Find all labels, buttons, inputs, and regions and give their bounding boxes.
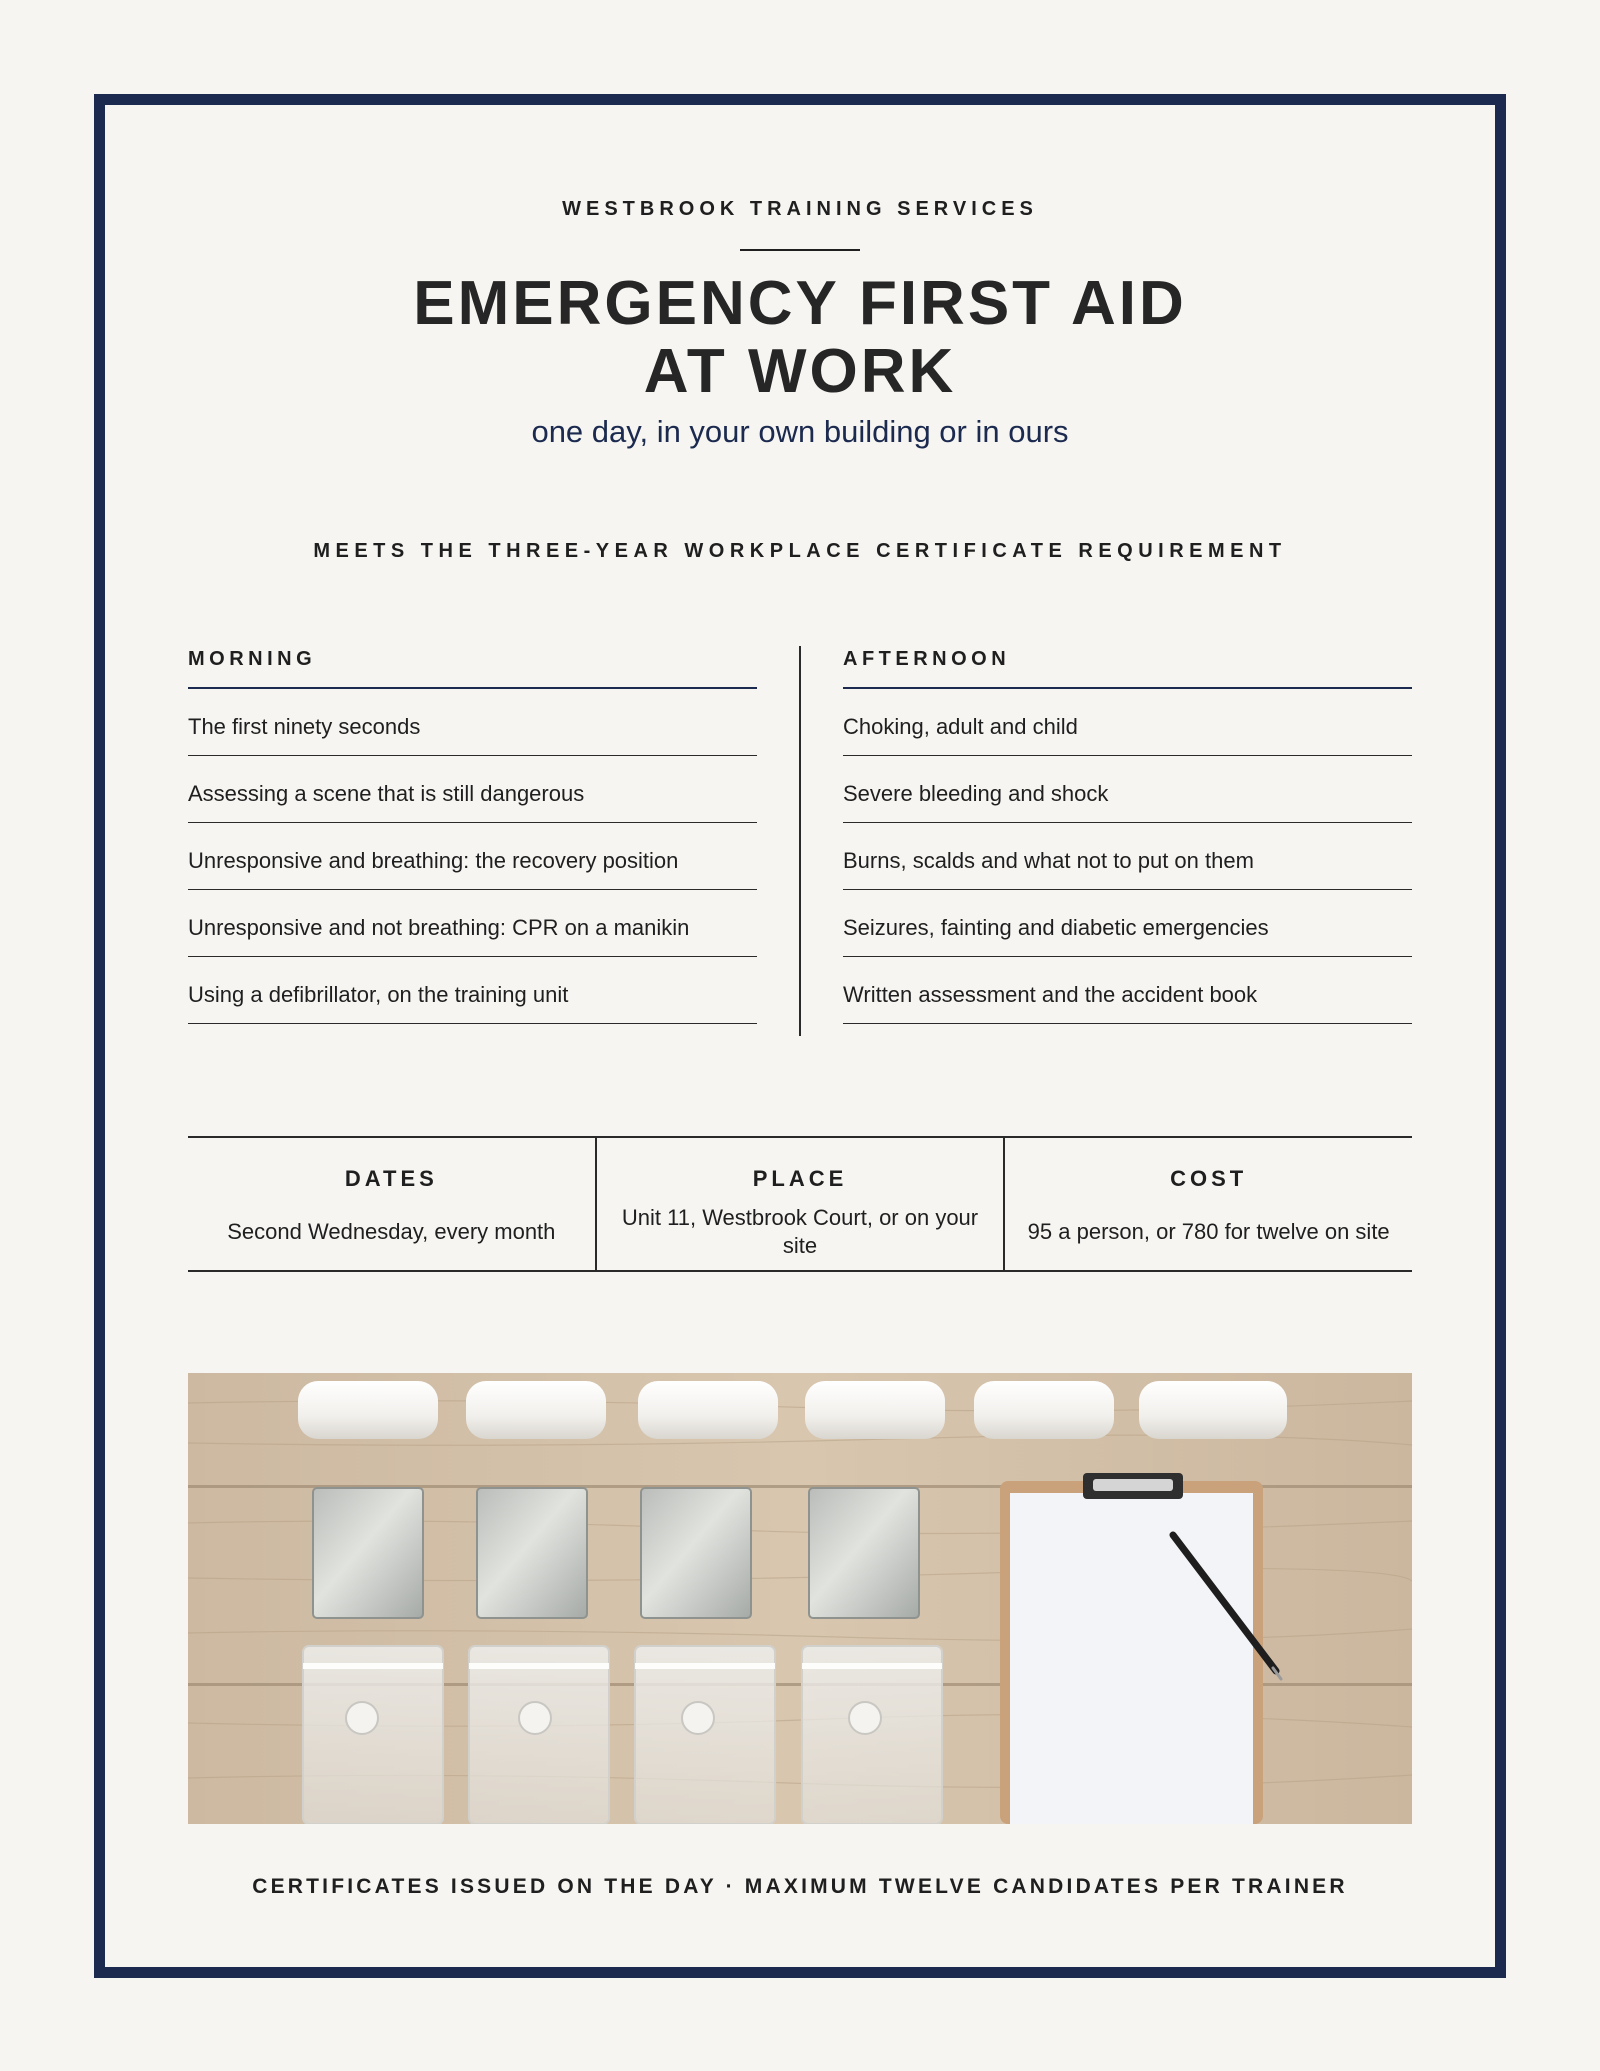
- place-value: Unit 11, Westbrook Court, or on your site: [621, 1205, 979, 1258]
- morning-heading: MORNING: [188, 645, 757, 689]
- place-cell: [595, 1138, 1004, 1270]
- afternoon-item: Choking, adult and child: [843, 689, 1412, 756]
- organisation-rule: [740, 249, 860, 251]
- title-line-2: AT WORK: [643, 337, 957, 406]
- afternoon-item: Severe bleeding and shock: [843, 756, 1412, 823]
- afternoon-column: [843, 645, 1412, 1024]
- morning-item: The first ninety seconds: [188, 689, 757, 756]
- afternoon-heading: AFTERNOON: [843, 645, 1412, 689]
- organisation-name: WESTBROOK TRAINING SERVICES: [562, 198, 1038, 220]
- poster-subtitle: one day, in your own building or in ours: [531, 414, 1069, 449]
- morning-item: Assessing a scene that is still dangerous: [188, 756, 757, 823]
- column-divider: [799, 646, 801, 1036]
- requirement-line: MEETS THE THREE-YEAR WORKPLACE CERTIFICATE REQUIREMENT: [313, 540, 1287, 562]
- cost-value: 95 a person, or 780 for twelve on site: [1027, 1219, 1390, 1244]
- place-label: PLACE: [752, 1166, 848, 1191]
- morning-item: Using a defibrillator, on the training unit: [188, 957, 757, 1024]
- afternoon-item: Burns, scalds and what not to put on them: [843, 823, 1412, 890]
- dates-value: Second Wednesday, every month: [227, 1219, 556, 1244]
- morning-item: Unresponsive and breathing: the recovery position: [188, 823, 757, 890]
- first-aid-supplies-photo: [188, 1373, 1412, 1824]
- info-strip: [188, 1136, 1412, 1272]
- afternoon-item: Written assessment and the accident book: [843, 957, 1412, 1024]
- clipboard: [1000, 1473, 1281, 1824]
- title-line-1: EMERGENCY FIRST AID: [413, 269, 1187, 338]
- poster-title: [0, 270, 1600, 406]
- morning-item: Unresponsive and not breathing: CPR on a manikin: [188, 890, 757, 957]
- afternoon-item: Seizures, fainting and diabetic emergencies: [843, 890, 1412, 957]
- morning-column: [188, 645, 757, 1024]
- dates-cell: [188, 1138, 595, 1270]
- cost-cell: [1003, 1138, 1412, 1270]
- dates-label: DATES: [344, 1166, 438, 1191]
- footer-note: CERTIFICATES ISSUED ON THE DAY · MAXIMUM TWELVE CANDIDATES PER TRAINER: [252, 1875, 1348, 1898]
- cost-label: COST: [1170, 1166, 1248, 1191]
